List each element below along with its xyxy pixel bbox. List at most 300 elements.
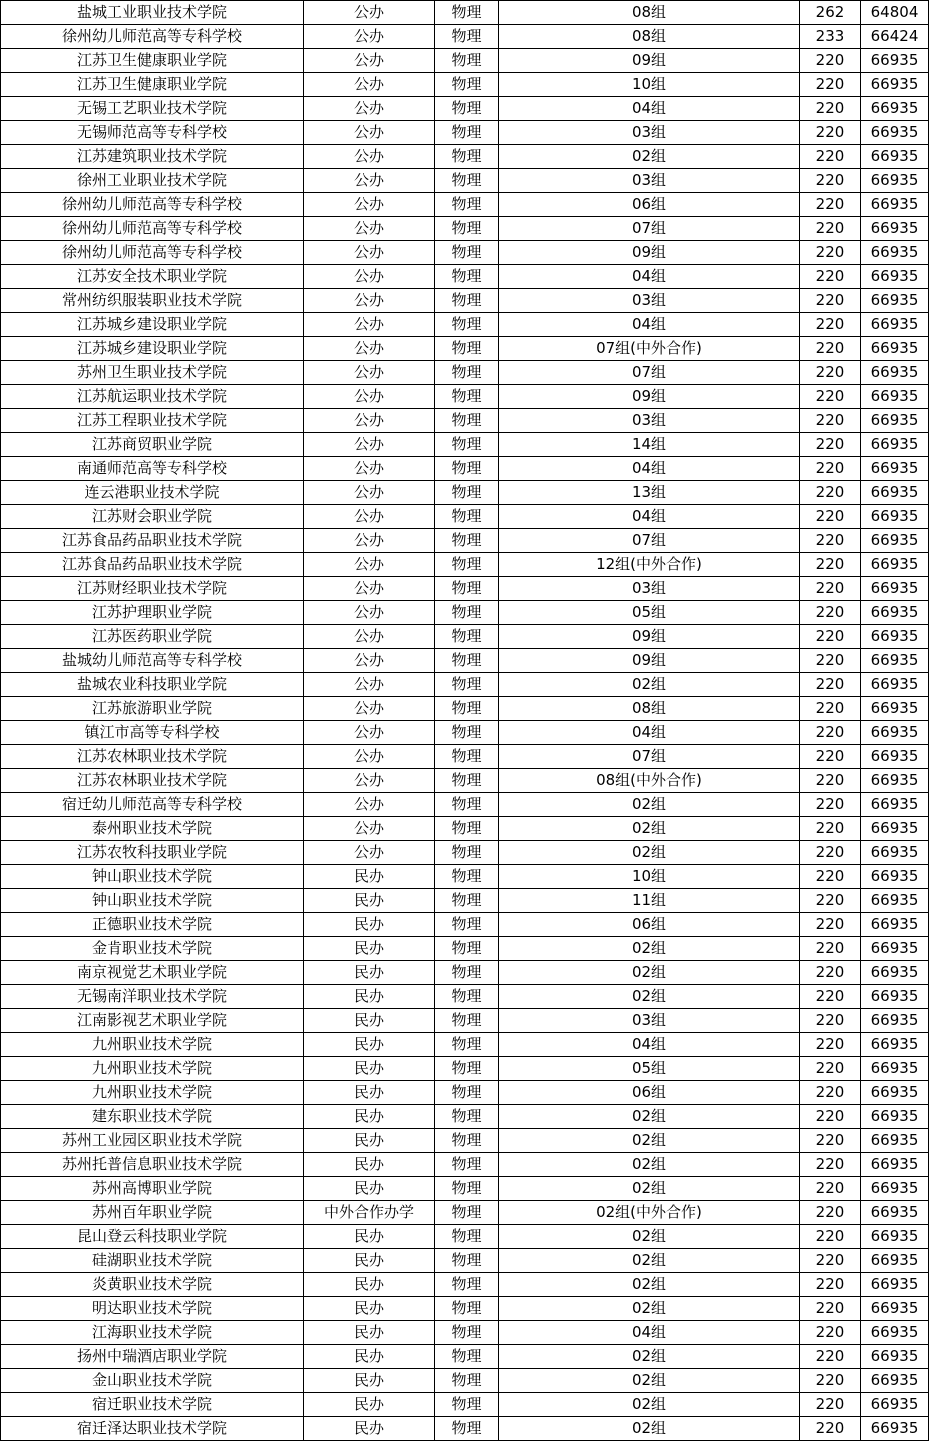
school-type-cell: 公办 [304, 745, 435, 769]
table-row [1, 1297, 929, 1321]
score-cell: 220 [800, 721, 861, 745]
group-cell: 08组 [499, 1, 800, 25]
score-cell: 220 [800, 337, 861, 361]
rank-cell: 66935 [861, 937, 929, 961]
school-name-cell: 九州职业技术学院 [1, 1033, 304, 1057]
subject-cell: 物理 [435, 49, 499, 73]
school-type-cell: 公办 [304, 481, 435, 505]
table-row [1, 409, 929, 433]
score-cell: 220 [800, 793, 861, 817]
rank-cell: 66935 [861, 913, 929, 937]
rank-cell: 66935 [861, 601, 929, 625]
subject-cell: 物理 [435, 73, 499, 97]
rank-cell: 66935 [861, 1081, 929, 1105]
score-cell: 220 [800, 481, 861, 505]
subject-cell: 物理 [435, 1345, 499, 1369]
school-name-cell: 钟山职业技术学院 [1, 889, 304, 913]
table-row [1, 1177, 929, 1201]
subject-cell: 物理 [435, 577, 499, 601]
table-row [1, 1225, 929, 1249]
group-cell: 02组 [499, 1369, 800, 1393]
table-row [1, 457, 929, 481]
rank-cell: 66935 [861, 1033, 929, 1057]
score-cell: 220 [800, 937, 861, 961]
school-type-cell: 公办 [304, 169, 435, 193]
table-row [1, 289, 929, 313]
school-type-cell: 公办 [304, 769, 435, 793]
school-type-cell: 民办 [304, 913, 435, 937]
school-name-cell: 徐州幼儿师范高等专科学校 [1, 193, 304, 217]
table-row [1, 769, 929, 793]
table-row [1, 985, 929, 1009]
subject-cell: 物理 [435, 1129, 499, 1153]
school-type-cell: 公办 [304, 217, 435, 241]
school-type-cell: 民办 [304, 889, 435, 913]
group-cell: 09组 [499, 649, 800, 673]
school-type-cell: 公办 [304, 817, 435, 841]
score-cell: 220 [800, 193, 861, 217]
table-row [1, 73, 929, 97]
group-cell: 04组 [499, 265, 800, 289]
school-name-cell: 金山职业技术学院 [1, 1369, 304, 1393]
score-cell: 220 [800, 1081, 861, 1105]
subject-cell: 物理 [435, 1417, 499, 1441]
score-cell: 220 [800, 505, 861, 529]
score-cell: 233 [800, 25, 861, 49]
group-cell: 07组 [499, 217, 800, 241]
table-row [1, 265, 929, 289]
rank-cell: 64804 [861, 1, 929, 25]
school-name-cell: 江苏城乡建设职业学院 [1, 313, 304, 337]
subject-cell: 物理 [435, 649, 499, 673]
school-name-cell: 常州纺织服装职业技术学院 [1, 289, 304, 313]
subject-cell: 物理 [435, 1297, 499, 1321]
school-name-cell: 江苏医药职业学院 [1, 625, 304, 649]
table-row [1, 1129, 929, 1153]
table-row [1, 865, 929, 889]
score-cell: 220 [800, 769, 861, 793]
school-type-cell: 公办 [304, 265, 435, 289]
table-row [1, 913, 929, 937]
school-name-cell: 南通师范高等专科学校 [1, 457, 304, 481]
school-type-cell: 民办 [304, 1153, 435, 1177]
group-cell: 02组 [499, 1345, 800, 1369]
score-cell: 220 [800, 1393, 861, 1417]
rank-cell: 66935 [861, 649, 929, 673]
rank-cell: 66935 [861, 841, 929, 865]
school-type-cell: 公办 [304, 313, 435, 337]
rank-cell: 66935 [861, 505, 929, 529]
table-row [1, 313, 929, 337]
subject-cell: 物理 [435, 1, 499, 25]
group-cell: 04组 [499, 457, 800, 481]
school-name-cell: 无锡工艺职业技术学院 [1, 97, 304, 121]
table-row [1, 793, 929, 817]
score-cell: 220 [800, 457, 861, 481]
table-row [1, 1033, 929, 1057]
group-cell: 02组 [499, 1273, 800, 1297]
subject-cell: 物理 [435, 865, 499, 889]
group-cell: 03组 [499, 1009, 800, 1033]
school-type-cell: 民办 [304, 1297, 435, 1321]
rank-cell: 66935 [861, 121, 929, 145]
school-name-cell: 江苏城乡建设职业学院 [1, 337, 304, 361]
group-cell: 13组 [499, 481, 800, 505]
group-cell: 09组 [499, 241, 800, 265]
score-cell: 220 [800, 625, 861, 649]
school-type-cell: 公办 [304, 73, 435, 97]
group-cell: 07组 [499, 361, 800, 385]
table-row [1, 337, 929, 361]
school-type-cell: 民办 [304, 1369, 435, 1393]
school-name-cell: 宿迁泽达职业技术学院 [1, 1417, 304, 1441]
subject-cell: 物理 [435, 457, 499, 481]
rank-cell: 66935 [861, 625, 929, 649]
rank-cell: 66935 [861, 193, 929, 217]
school-type-cell: 公办 [304, 241, 435, 265]
rank-cell: 66935 [861, 49, 929, 73]
score-cell: 220 [800, 649, 861, 673]
group-cell: 09组 [499, 49, 800, 73]
school-name-cell: 盐城工业职业技术学院 [1, 1, 304, 25]
score-cell: 220 [800, 313, 861, 337]
school-name-cell: 江苏安全技术职业学院 [1, 265, 304, 289]
school-name-cell: 江苏农林职业技术学院 [1, 745, 304, 769]
subject-cell: 物理 [435, 1393, 499, 1417]
subject-cell: 物理 [435, 937, 499, 961]
group-cell: 03组 [499, 169, 800, 193]
score-cell: 220 [800, 385, 861, 409]
score-cell: 220 [800, 745, 861, 769]
rank-cell: 66935 [861, 1009, 929, 1033]
subject-cell: 物理 [435, 217, 499, 241]
school-name-cell: 明达职业技术学院 [1, 1297, 304, 1321]
rank-cell: 66935 [861, 793, 929, 817]
score-cell: 220 [800, 817, 861, 841]
school-name-cell: 苏州工业园区职业技术学院 [1, 1129, 304, 1153]
table-row [1, 1105, 929, 1129]
school-name-cell: 硅湖职业技术学院 [1, 1249, 304, 1273]
score-cell: 220 [800, 1129, 861, 1153]
subject-cell: 物理 [435, 505, 499, 529]
rank-cell: 66935 [861, 1105, 929, 1129]
group-cell: 04组 [499, 1321, 800, 1345]
score-cell: 220 [800, 73, 861, 97]
rank-cell: 66935 [861, 1297, 929, 1321]
score-cell: 220 [800, 1321, 861, 1345]
school-name-cell: 徐州幼儿师范高等专科学校 [1, 241, 304, 265]
rank-cell: 66935 [861, 385, 929, 409]
school-name-cell: 江苏建筑职业技术学院 [1, 145, 304, 169]
table-row [1, 385, 929, 409]
rank-cell: 66935 [861, 1249, 929, 1273]
subject-cell: 物理 [435, 913, 499, 937]
score-cell: 220 [800, 49, 861, 73]
rank-cell: 66935 [861, 817, 929, 841]
group-cell: 02组 [499, 817, 800, 841]
school-type-cell: 公办 [304, 553, 435, 577]
rank-cell: 66935 [861, 1273, 929, 1297]
school-type-cell: 民办 [304, 1057, 435, 1081]
school-name-cell: 苏州卫生职业技术学院 [1, 361, 304, 385]
subject-cell: 物理 [435, 769, 499, 793]
subject-cell: 物理 [435, 1249, 499, 1273]
school-type-cell: 公办 [304, 457, 435, 481]
score-cell: 220 [800, 577, 861, 601]
rank-cell: 66935 [861, 457, 929, 481]
score-cell: 220 [800, 217, 861, 241]
score-cell: 220 [800, 1177, 861, 1201]
group-cell: 07组 [499, 745, 800, 769]
group-cell: 09组 [499, 625, 800, 649]
table-row [1, 481, 929, 505]
school-type-cell: 公办 [304, 121, 435, 145]
table-row [1, 1081, 929, 1105]
table-row [1, 121, 929, 145]
table-row [1, 145, 929, 169]
school-name-cell: 金肯职业技术学院 [1, 937, 304, 961]
score-cell: 220 [800, 1009, 861, 1033]
table-row [1, 553, 929, 577]
table-row [1, 601, 929, 625]
table-row [1, 1393, 929, 1417]
group-cell: 02组 [499, 673, 800, 697]
school-name-cell: 钟山职业技术学院 [1, 865, 304, 889]
subject-cell: 物理 [435, 1225, 499, 1249]
school-type-cell: 民办 [304, 1225, 435, 1249]
rank-cell: 66935 [861, 769, 929, 793]
group-cell: 02组 [499, 1153, 800, 1177]
rank-cell: 66935 [861, 1201, 929, 1225]
group-cell: 02组(中外合作) [499, 1201, 800, 1225]
subject-cell: 物理 [435, 337, 499, 361]
table-row [1, 169, 929, 193]
school-type-cell: 公办 [304, 433, 435, 457]
score-cell: 220 [800, 289, 861, 313]
school-type-cell: 民办 [304, 1321, 435, 1345]
subject-cell: 物理 [435, 289, 499, 313]
group-cell: 03组 [499, 409, 800, 433]
school-type-cell: 公办 [304, 529, 435, 553]
table-row [1, 193, 929, 217]
school-name-cell: 正德职业技术学院 [1, 913, 304, 937]
school-name-cell: 江苏农牧科技职业学院 [1, 841, 304, 865]
rank-cell: 66935 [861, 1153, 929, 1177]
group-cell: 02组 [499, 841, 800, 865]
rank-cell: 66935 [861, 1417, 929, 1441]
table-row [1, 721, 929, 745]
subject-cell: 物理 [435, 1105, 499, 1129]
school-name-cell: 徐州工业职业技术学院 [1, 169, 304, 193]
score-cell: 220 [800, 121, 861, 145]
score-cell: 220 [800, 697, 861, 721]
score-cell: 220 [800, 529, 861, 553]
school-type-cell: 公办 [304, 409, 435, 433]
school-name-cell: 九州职业技术学院 [1, 1057, 304, 1081]
school-name-cell: 江苏财会职业学院 [1, 505, 304, 529]
school-type-cell: 公办 [304, 25, 435, 49]
score-cell: 220 [800, 1249, 861, 1273]
school-type-cell: 公办 [304, 145, 435, 169]
subject-cell: 物理 [435, 409, 499, 433]
table-row [1, 25, 929, 49]
school-name-cell: 江苏财经职业技术学院 [1, 577, 304, 601]
rank-cell: 66935 [861, 97, 929, 121]
school-type-cell: 公办 [304, 577, 435, 601]
score-cell: 220 [800, 169, 861, 193]
school-name-cell: 盐城幼儿师范高等专科学校 [1, 649, 304, 673]
rank-cell: 66935 [861, 721, 929, 745]
score-cell: 220 [800, 361, 861, 385]
table-row [1, 625, 929, 649]
score-cell: 220 [800, 673, 861, 697]
school-name-cell: 江苏食品药品职业技术学院 [1, 553, 304, 577]
group-cell: 02组 [499, 1417, 800, 1441]
school-type-cell: 公办 [304, 841, 435, 865]
school-type-cell: 民办 [304, 1129, 435, 1153]
school-type-cell: 民办 [304, 1273, 435, 1297]
rank-cell: 66935 [861, 577, 929, 601]
table-row [1, 937, 929, 961]
school-type-cell: 民办 [304, 1393, 435, 1417]
school-type-cell: 公办 [304, 625, 435, 649]
group-cell: 05组 [499, 601, 800, 625]
school-type-cell: 民办 [304, 961, 435, 985]
subject-cell: 物理 [435, 745, 499, 769]
group-cell: 08组(中外合作) [499, 769, 800, 793]
school-type-cell: 公办 [304, 793, 435, 817]
score-cell: 220 [800, 985, 861, 1009]
subject-cell: 物理 [435, 1057, 499, 1081]
school-name-cell: 江苏卫生健康职业学院 [1, 73, 304, 97]
score-cell: 220 [800, 97, 861, 121]
table-row [1, 1153, 929, 1177]
subject-cell: 物理 [435, 817, 499, 841]
school-type-cell: 民办 [304, 865, 435, 889]
school-type-cell: 公办 [304, 289, 435, 313]
subject-cell: 物理 [435, 673, 499, 697]
group-cell: 08组 [499, 697, 800, 721]
rank-cell: 66935 [861, 337, 929, 361]
table-row [1, 49, 929, 73]
group-cell: 07组(中外合作) [499, 337, 800, 361]
school-type-cell: 公办 [304, 601, 435, 625]
school-type-cell: 公办 [304, 337, 435, 361]
school-type-cell: 公办 [304, 385, 435, 409]
score-cell: 220 [800, 889, 861, 913]
subject-cell: 物理 [435, 385, 499, 409]
group-cell: 12组(中外合作) [499, 553, 800, 577]
subject-cell: 物理 [435, 625, 499, 649]
group-cell: 03组 [499, 289, 800, 313]
group-cell: 03组 [499, 121, 800, 145]
school-type-cell: 民办 [304, 1417, 435, 1441]
school-name-cell: 昆山登云科技职业学院 [1, 1225, 304, 1249]
subject-cell: 物理 [435, 1177, 499, 1201]
school-type-cell: 公办 [304, 721, 435, 745]
school-type-cell: 公办 [304, 505, 435, 529]
table-row [1, 961, 929, 985]
rank-cell: 66935 [861, 1321, 929, 1345]
school-type-cell: 民办 [304, 1081, 435, 1105]
score-cell: 262 [800, 1, 861, 25]
subject-cell: 物理 [435, 601, 499, 625]
subject-cell: 物理 [435, 1009, 499, 1033]
score-cell: 220 [800, 1105, 861, 1129]
subject-cell: 物理 [435, 481, 499, 505]
school-type-cell: 民办 [304, 1009, 435, 1033]
subject-cell: 物理 [435, 265, 499, 289]
rank-cell: 66935 [861, 985, 929, 1009]
rank-cell: 66935 [861, 481, 929, 505]
group-cell: 03组 [499, 577, 800, 601]
rank-cell: 66935 [861, 169, 929, 193]
school-name-cell: 盐城农业科技职业学院 [1, 673, 304, 697]
rank-cell: 66935 [861, 289, 929, 313]
subject-cell: 物理 [435, 985, 499, 1009]
score-cell: 220 [800, 553, 861, 577]
rank-cell: 66935 [861, 217, 929, 241]
table-row [1, 97, 929, 121]
group-cell: 02组 [499, 937, 800, 961]
table-row [1, 1057, 929, 1081]
score-cell: 220 [800, 265, 861, 289]
school-name-cell: 建东职业技术学院 [1, 1105, 304, 1129]
score-cell: 220 [800, 841, 861, 865]
score-cell: 220 [800, 433, 861, 457]
subject-cell: 物理 [435, 553, 499, 577]
subject-cell: 物理 [435, 313, 499, 337]
school-type-cell: 民办 [304, 1177, 435, 1201]
rank-cell: 66935 [861, 745, 929, 769]
rank-cell: 66935 [861, 889, 929, 913]
rank-cell: 66935 [861, 145, 929, 169]
group-cell: 02组 [499, 145, 800, 169]
table-row [1, 505, 929, 529]
table-row [1, 577, 929, 601]
table-row [1, 1249, 929, 1273]
subject-cell: 物理 [435, 793, 499, 817]
subject-cell: 物理 [435, 361, 499, 385]
school-name-cell: 江苏旅游职业学院 [1, 697, 304, 721]
subject-cell: 物理 [435, 145, 499, 169]
group-cell: 02组 [499, 1297, 800, 1321]
score-cell: 220 [800, 913, 861, 937]
rank-cell: 66935 [861, 361, 929, 385]
rank-cell: 66935 [861, 1345, 929, 1369]
school-type-cell: 民办 [304, 1033, 435, 1057]
school-type-cell: 公办 [304, 97, 435, 121]
school-name-cell: 江苏航运职业技术学院 [1, 385, 304, 409]
table-row [1, 1369, 929, 1393]
school-type-cell: 公办 [304, 361, 435, 385]
subject-cell: 物理 [435, 1321, 499, 1345]
subject-cell: 物理 [435, 961, 499, 985]
subject-cell: 物理 [435, 169, 499, 193]
table-row [1, 217, 929, 241]
score-cell: 220 [800, 1369, 861, 1393]
group-cell: 02组 [499, 793, 800, 817]
school-name-cell: 无锡南洋职业技术学院 [1, 985, 304, 1009]
subject-cell: 物理 [435, 529, 499, 553]
rank-cell: 66935 [861, 1225, 929, 1249]
school-type-cell: 民办 [304, 1105, 435, 1129]
school-name-cell: 炎黄职业技术学院 [1, 1273, 304, 1297]
group-cell: 02组 [499, 1177, 800, 1201]
group-cell: 11组 [499, 889, 800, 913]
rank-cell: 66935 [861, 241, 929, 265]
school-type-cell: 公办 [304, 673, 435, 697]
